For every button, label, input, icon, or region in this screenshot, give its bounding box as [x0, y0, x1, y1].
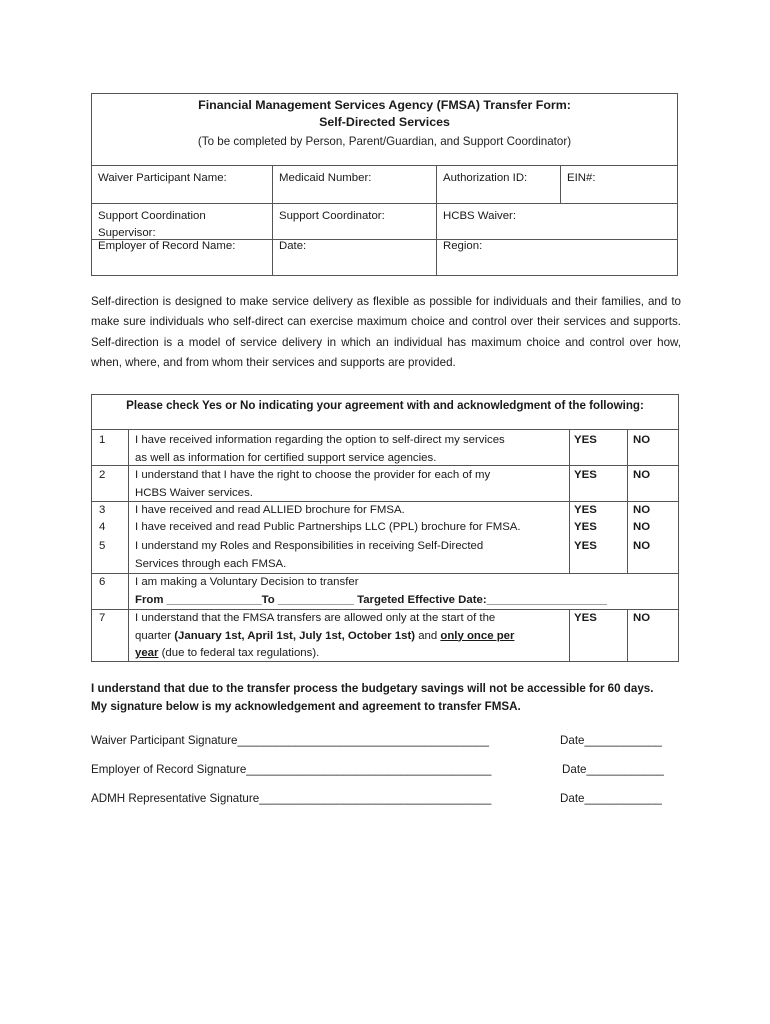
yes-checkbox[interactable]: YES: [574, 434, 597, 446]
yes-checkbox[interactable]: YES: [574, 612, 597, 624]
sc-supervisor-label-1: Support Coordination: [98, 210, 206, 222]
once-per-year-emphasis: only once per: [440, 629, 515, 642]
participant-signature-date[interactable]: Date____________: [560, 734, 662, 747]
no-checkbox[interactable]: NO: [633, 540, 651, 552]
region-field[interactable]: [436, 240, 677, 276]
row-text: [135, 610, 565, 663]
row-number: 5: [99, 540, 106, 552]
col-divider: [627, 609, 628, 661]
admh-signature-date[interactable]: Date____________: [560, 792, 662, 805]
text-fragment: and: [415, 629, 441, 642]
row-text-line: I understand my Roles and Responsibilities in receiving Self-Directed: [135, 540, 484, 552]
row-text: I have received and read Public Partnerships LLC (PPL) brochure for FMSA.: [135, 521, 521, 533]
text-fragment: (due to federal tax regulations).: [158, 647, 320, 659]
quarter-dates: (January 1st, April 1st, July 1st, October 1st): [174, 629, 416, 642]
hcbs-waiver-field[interactable]: HCBS Waiver:: [436, 204, 677, 239]
row-text: [135, 538, 565, 573]
row-text-line: as well as information for certified support service agencies.: [135, 451, 437, 464]
row-text-line: I am making a Voluntary Decision to transfer: [135, 576, 359, 588]
medicaid-number-field[interactable]: Medicaid Number:: [272, 166, 436, 203]
checklist-heading: Please check Yes or No indicating your agreement with and acknowledgment of the following:: [92, 395, 678, 430]
no-checkbox[interactable]: NO: [633, 434, 651, 446]
row-number: 4: [99, 521, 106, 533]
authorization-id-field[interactable]: Authorization ID:: [436, 166, 560, 203]
row-text: [135, 432, 565, 467]
admh-signature-line[interactable]: ADMH Representative Signature____________________________________: [91, 792, 492, 805]
region-label: Region:: [443, 240, 483, 252]
row-number: 6: [99, 576, 106, 588]
no-checkbox[interactable]: NO: [633, 504, 651, 516]
sc-supervisor-label-2: Supervisor:: [98, 227, 156, 239]
row-text-line: I understand that the FMSA transfers are allowed only at the start of the: [135, 612, 496, 624]
no-checkbox[interactable]: NO: [633, 521, 651, 533]
yes-checkbox[interactable]: YES: [574, 469, 597, 481]
row-text: [135, 467, 565, 502]
row-text-line: HCBS Waiver services.: [135, 486, 253, 499]
support-coordinator-field[interactable]: Support Coordinator:: [272, 204, 436, 239]
form-subtitle: Self-Directed Services: [319, 115, 450, 129]
date-label: Date:: [279, 240, 307, 252]
row-text-line: I have received information regarding the option to self-direct my services: [135, 434, 505, 446]
yes-checkbox[interactable]: YES: [574, 504, 597, 516]
row-text-line: I understand that I have the right to choose the provider for each of my: [135, 469, 491, 481]
row-text: I have received and read ALLIED brochure for FMSA.: [135, 504, 405, 516]
row-number: 7: [99, 612, 106, 624]
col-divider: [569, 609, 570, 661]
header-table: [91, 93, 678, 276]
employer-signature-line[interactable]: Employer of Record Signature______________________________________: [91, 763, 492, 776]
participant-signature-line[interactable]: Waiver Participant Signature_______________________________________: [91, 734, 489, 747]
transfer-dates-field[interactable]: From _______________To ____________ Targeted Effective Date:___________________: [135, 593, 607, 606]
form-title-block: [92, 94, 677, 166]
yes-checkbox[interactable]: YES: [574, 540, 597, 552]
row-number: 2: [99, 469, 106, 481]
header-row-1: [92, 166, 677, 204]
no-checkbox[interactable]: NO: [633, 469, 651, 481]
employer-of-record-field[interactable]: Employer of Record Name:: [98, 240, 236, 252]
date-field[interactable]: [272, 240, 436, 276]
employer-signature-date[interactable]: Date____________: [562, 763, 664, 776]
yes-checkbox[interactable]: YES: [574, 521, 597, 533]
form-instructions: (To be completed by Person, Parent/Guardian, and Support Coordinator): [197, 135, 572, 148]
row-number: 3: [99, 504, 106, 516]
checklist-table: [91, 394, 679, 662]
row-text: [135, 574, 675, 609]
intro-paragraph: Self-direction is designed to make service delivery as flexible as possible for individuals and their families, and to make sure individuals who self-direct can exercise maximum choice and control over their services and supports. Self-direction is a model of service delivery in which an individual has maximum choice and control over how, when, where, and from whom their services and supports are provided.: [91, 295, 681, 369]
row-text-line: [135, 628, 565, 646]
no-checkbox[interactable]: NO: [633, 612, 651, 624]
row-text-line: Services through each FMSA.: [135, 557, 287, 570]
text-fragment: quarter: [135, 629, 175, 642]
header-row-3: [92, 240, 677, 276]
acknowledgement-text: [91, 680, 691, 715]
year-emphasis: year: [135, 647, 159, 659]
row-number: 1: [99, 434, 106, 446]
acknowledgement-line: I understand that due to the transfer process the budgetary savings will not be accessible for 60 days.: [91, 682, 654, 695]
ein-field[interactable]: EIN#:: [560, 166, 677, 203]
acknowledgement-line: My signature below is my acknowledgement and agreement to transfer FMSA.: [91, 699, 521, 713]
form-title: Financial Management Services Agency (FMSA) Transfer Form:: [198, 98, 571, 112]
row-text-line: [135, 645, 565, 663]
participant-name-field[interactable]: Waiver Participant Name:: [98, 172, 227, 184]
